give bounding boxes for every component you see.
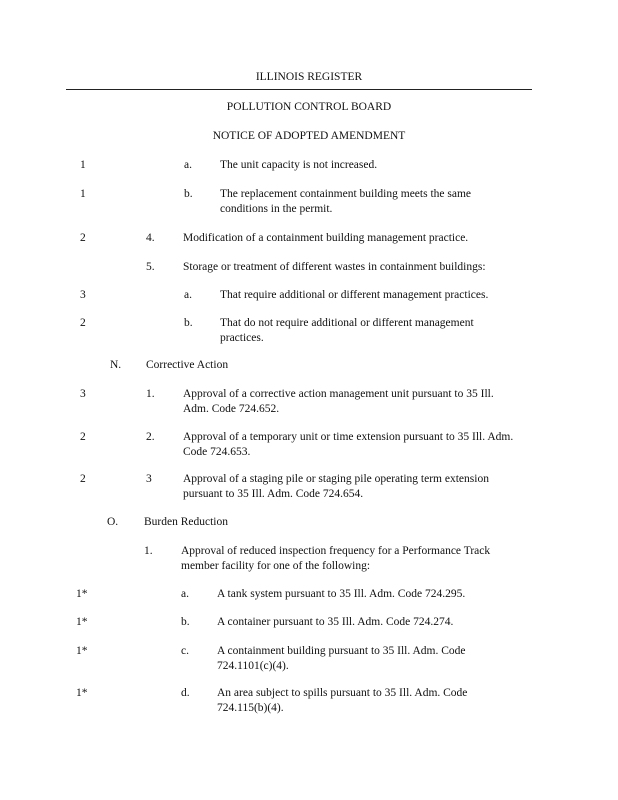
- row-text: The unit capacity is not increased.: [220, 159, 378, 171]
- row-number: 1*: [76, 645, 88, 657]
- row-number: 1: [80, 188, 86, 200]
- header-rule: [66, 89, 532, 90]
- row-text-line2: practices.: [220, 332, 264, 344]
- row-text-line1: The replacement containment building meets the same: [220, 188, 471, 200]
- row-text-line2: 724.1101(c)(4).: [217, 660, 289, 672]
- row-text: A container pursuant to 35 Ill. Adm. Code 724.274.: [217, 616, 454, 628]
- row-marker: 1.: [144, 545, 153, 557]
- row-marker: N.: [110, 359, 122, 371]
- row-text-line2: conditions in the permit.: [220, 203, 333, 215]
- row-marker: b.: [184, 317, 193, 329]
- row-number: 1*: [76, 687, 88, 699]
- row-number: 3: [80, 388, 86, 400]
- row-marker: a.: [184, 159, 192, 171]
- row-text-line1: Approval of a temporary unit or time extension pursuant to 35 Ill. Adm.: [183, 431, 514, 443]
- row-marker: 3: [146, 473, 152, 485]
- row-marker: a.: [181, 588, 189, 600]
- row-text-line2: Adm. Code 724.652.: [183, 403, 280, 415]
- row-text-line2: Code 724.653.: [183, 446, 251, 458]
- row-number: 2: [80, 317, 86, 329]
- row-text-line2: 724.115(b)(4).: [217, 702, 284, 714]
- row-marker: c.: [181, 645, 189, 657]
- row-number: 2: [80, 431, 86, 443]
- row-number: 1*: [76, 588, 88, 600]
- row-text-line1: Approval of a staging pile or staging pile operating term extension: [183, 473, 489, 485]
- register-title: ILLINOIS REGISTER: [255, 71, 363, 83]
- row-text-line2: pursuant to 35 Ill. Adm. Code 724.654.: [183, 488, 364, 500]
- row-number: 1: [80, 159, 86, 171]
- row-text: That require additional or different management practices.: [220, 289, 489, 301]
- row-text-line1: That do not require additional or different management: [220, 317, 474, 329]
- row-marker: d.: [181, 687, 190, 699]
- row-marker: 5.: [146, 261, 155, 273]
- row-text: Modification of a containment building management practice.: [183, 232, 469, 244]
- row-text-line1: An area subject to spills pursuant to 35 Ill. Adm. Code: [217, 687, 468, 699]
- row-text: Burden Reduction: [144, 516, 228, 528]
- row-number: 2: [80, 232, 86, 244]
- row-marker: 4.: [146, 232, 155, 244]
- row-marker: 1.: [146, 388, 155, 400]
- row-text: Corrective Action: [146, 359, 229, 371]
- board-title: POLLUTION CONTROL BOARD: [226, 101, 392, 113]
- row-text: A tank system pursuant to 35 Ill. Adm. Code 724.295.: [217, 588, 466, 600]
- row-marker: 2.: [146, 431, 155, 443]
- row-text: Storage or treatment of different wastes in containment buildings:: [183, 261, 486, 273]
- row-marker: b.: [184, 188, 193, 200]
- row-marker: O.: [107, 516, 119, 528]
- row-marker: b.: [181, 616, 190, 628]
- row-text-line1: Approval of reduced inspection frequency for a Performance Track: [181, 545, 491, 557]
- row-text-line1: Approval of a corrective action management unit pursuant to 35 Ill.: [183, 388, 494, 400]
- row-number: 3: [80, 289, 86, 301]
- notice-title: NOTICE OF ADOPTED AMENDMENT: [212, 130, 406, 142]
- row-text-line2: member facility for one of the following:: [181, 560, 371, 572]
- row-marker: a.: [184, 289, 192, 301]
- row-number: 1*: [76, 616, 88, 628]
- row-number: 2: [80, 473, 86, 485]
- row-text-line1: A containment building pursuant to 35 Ill. Adm. Code: [217, 645, 466, 657]
